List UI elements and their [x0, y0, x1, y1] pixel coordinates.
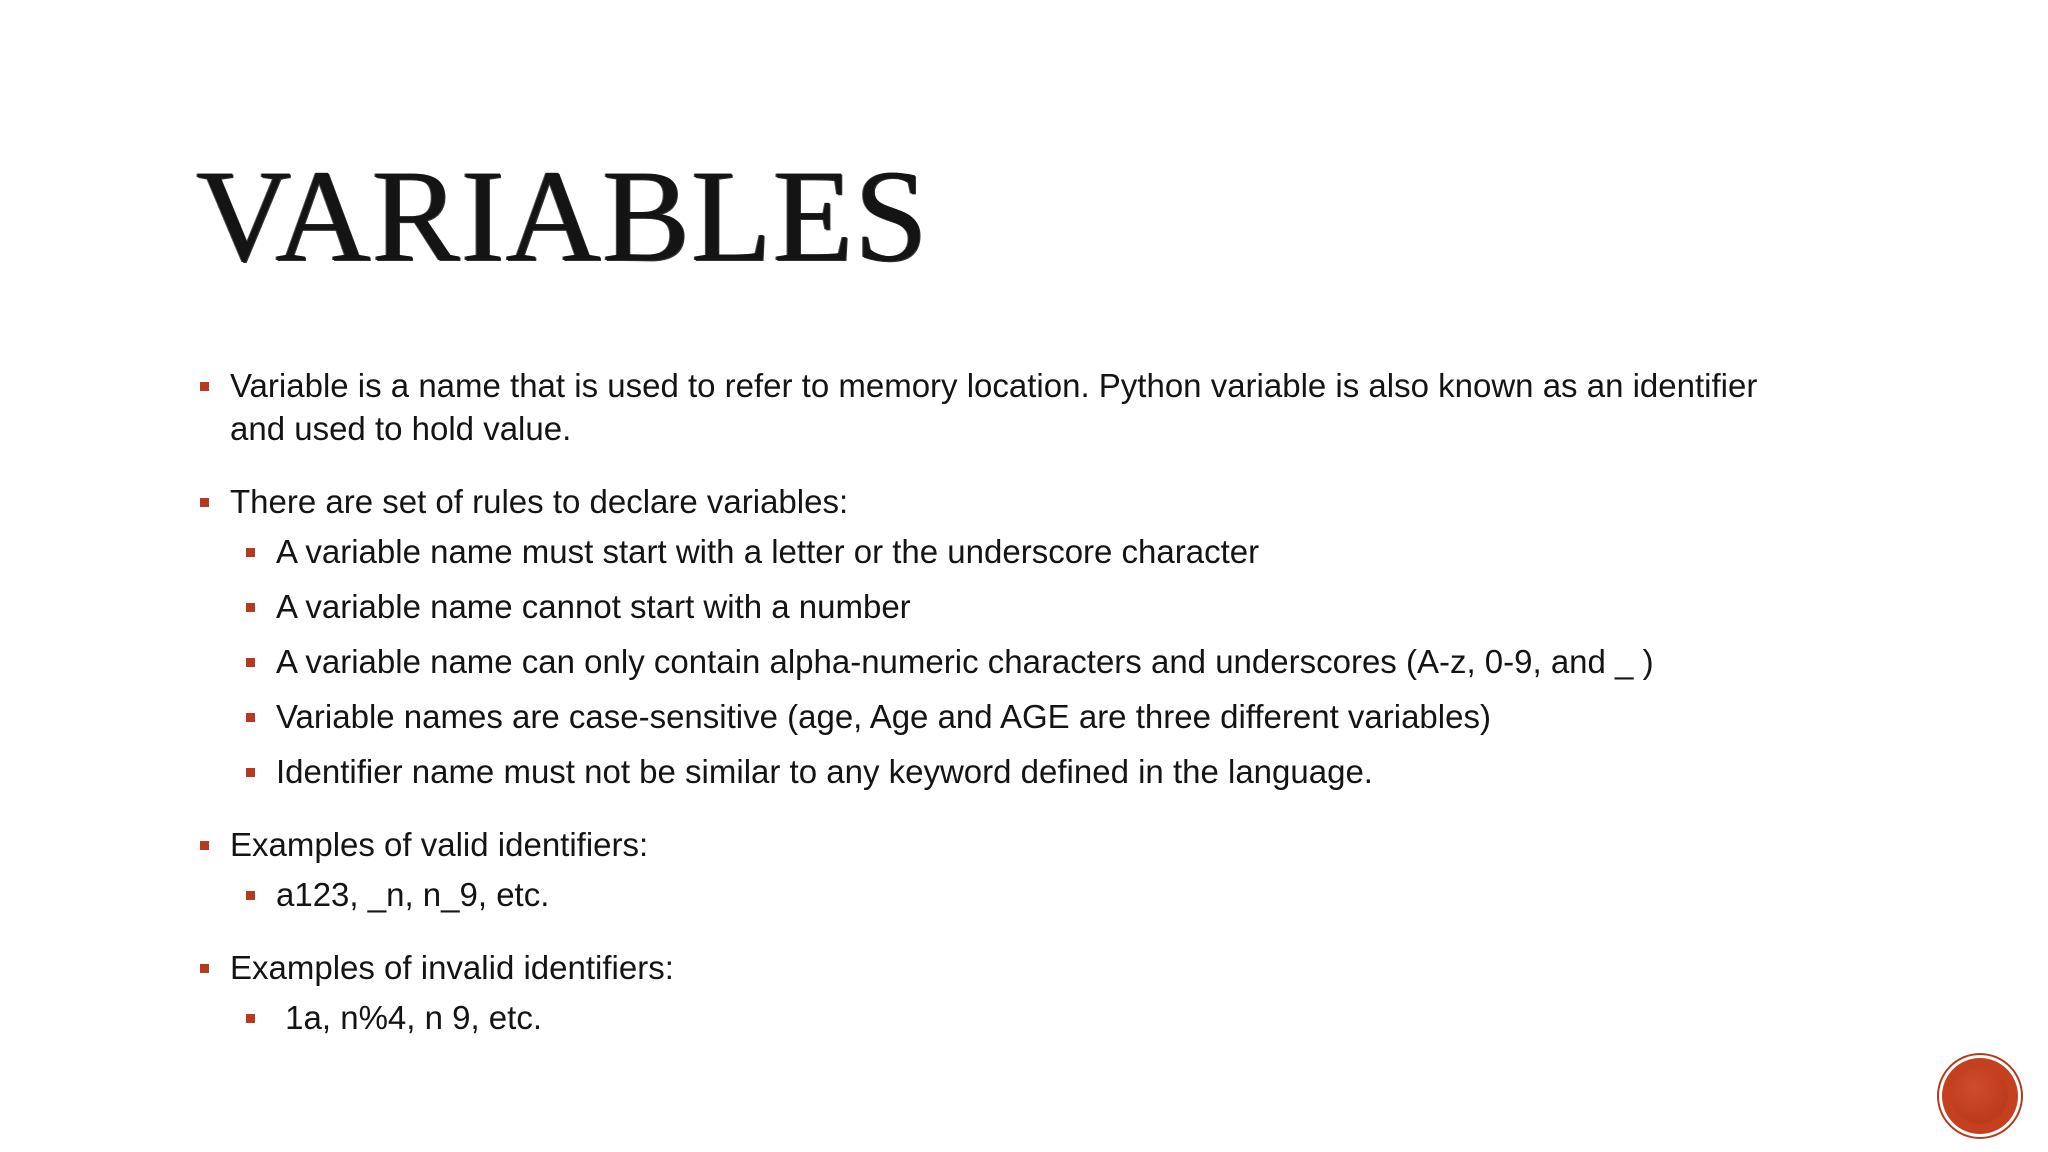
sub-bullet-rule-5: [242, 750, 1796, 793]
bullet-variable-definition: [196, 364, 1796, 450]
slide-content: [196, 364, 1796, 1039]
sub-bullet-text: A variable name must start with a letter or the underscore character: [276, 533, 1260, 570]
square-bullet-icon: [246, 768, 255, 777]
sub-bullet-text: Identifier name must not be similar to any keyword defined in the language.: [276, 753, 1373, 790]
bullet-rules-heading: [196, 480, 1796, 523]
bullet-text: Examples of invalid identifiers:: [230, 949, 674, 986]
square-bullet-icon: [200, 841, 209, 850]
square-bullet-icon: [246, 891, 255, 900]
square-bullet-icon: [246, 548, 255, 557]
sub-bullet-invalid-list: [242, 996, 1796, 1039]
square-bullet-icon: [246, 658, 255, 667]
slide-title: VARIABLES: [196, 142, 929, 289]
bullet-invalid-examples: [196, 946, 1796, 989]
sub-bullet-text: Variable names are case-sensitive (age, Age and AGE are three different variables): [276, 698, 1491, 735]
sub-bullet-rule-2: [242, 585, 1796, 628]
square-bullet-icon: [246, 1014, 255, 1023]
square-bullet-icon: [200, 382, 209, 391]
slide-nav-circle-button[interactable]: [1942, 1058, 2018, 1134]
sub-bullet-valid-list: [242, 873, 1796, 916]
sub-bullet-text: A variable name can only contain alpha-numeric characters and underscores (A-z, 0-9, and _ ): [276, 643, 1654, 680]
bullet-text: There are set of rules to declare variables:: [230, 483, 849, 520]
square-bullet-icon: [200, 498, 209, 507]
square-bullet-icon: [246, 603, 255, 612]
square-bullet-icon: [246, 713, 255, 722]
bullet-text: Variable is a name that is used to refer to memory location. Python variable is also known as an identifier and used to hold value.: [230, 367, 1758, 447]
sub-bullet-rule-4: [242, 695, 1796, 738]
sub-bullet-text: a123, _n, n_9, etc.: [276, 876, 550, 913]
sub-bullet-rule-1: [242, 530, 1796, 573]
square-bullet-icon: [200, 964, 209, 973]
sub-bullet-text: A variable name cannot start with a number: [276, 588, 911, 625]
sub-bullet-text: 1a, n%4, n 9, etc.: [276, 999, 542, 1036]
bullet-valid-examples: [196, 823, 1796, 866]
bullet-text: Examples of valid identifiers:: [230, 826, 649, 863]
sub-bullet-rule-3: [242, 640, 1796, 683]
